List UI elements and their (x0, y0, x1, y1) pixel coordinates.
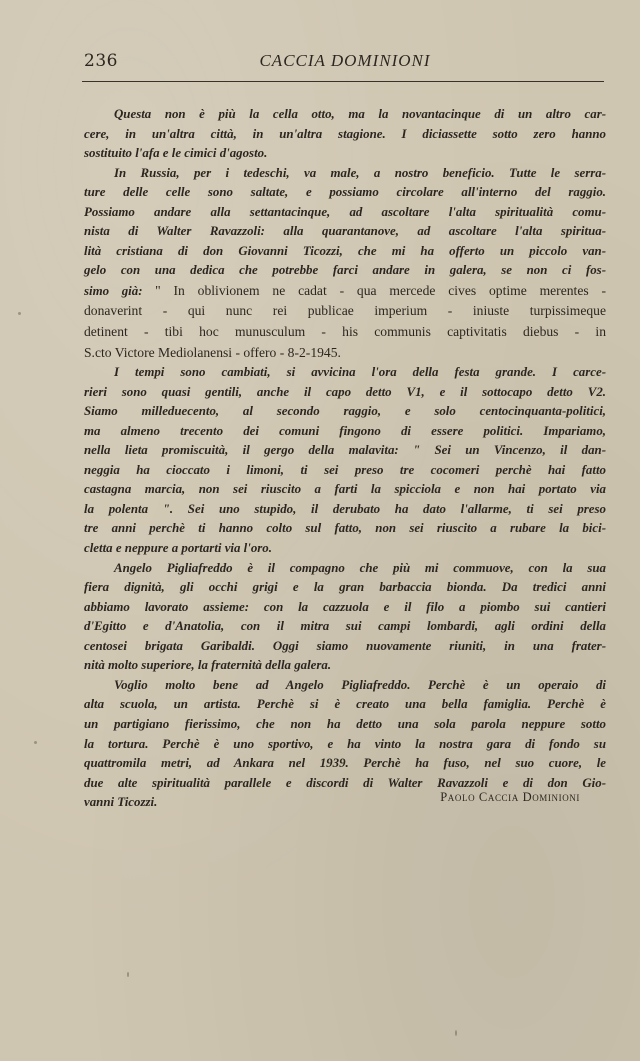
text-line (84, 203, 606, 223)
text-line-content: fiera dignità, gli occhi grigi e la gran barbaccia bionda. Da tredici anni (84, 580, 606, 595)
text-line-content: la tortura. Perchè è uno sportivo, e ha vinto la nostra gara di fondo su (84, 736, 606, 751)
text-line-content: ma almeno trecento dei comuni fingono di essere politici. Impariamo, (84, 423, 606, 438)
text-line (84, 383, 606, 403)
text-line (84, 617, 606, 637)
text-line-content: I tempi sono cambiati, si avvicina l'ora della festa grande. I carce- (114, 365, 606, 380)
text-line (84, 480, 606, 500)
text-line (84, 422, 606, 442)
text-line (84, 676, 606, 696)
text-line-content: nella lieta promiscuità, il gergo della malavita: " Sei un Vincenzo, il dan- (84, 443, 606, 458)
paper-speck (34, 741, 37, 744)
text-line-content: alta scuola, un artista. Perchè si è creato una bella famiglia. Perchè è (84, 697, 606, 712)
text-line-content: Possiamo andare alla settantacinque, ad ascoltare l'alta spiritualità comu- (84, 204, 606, 219)
text-line-content: S.cto Victore Mediolanensi - offero - 8-2-1945. (84, 344, 341, 360)
text-line-content: Questa non è più la cella otto, ma la novantacinque di un altro car- (114, 107, 606, 121)
text-line-content: castagna marcia, non sei riuscito a farti la spicciola e non hai portato via (84, 482, 606, 497)
text-line-content: In Russia, per i tedeschi, va male, a nostro beneficio. Tutte le serra- (114, 165, 606, 180)
text-line (84, 281, 606, 302)
text-line-content: tre anni perchè ti hanno colto sul fatto, non sei riuscito a rubare la bici- (84, 521, 606, 536)
text-line (84, 598, 606, 618)
text-line (84, 183, 606, 203)
text-line-content: Voglio molto bene ad Angelo Pigliafreddo. Perchè è un operaio di (114, 677, 606, 692)
text-line (84, 637, 606, 657)
text-line (84, 164, 606, 184)
paper-speck (18, 312, 21, 315)
text-line (84, 519, 606, 539)
text-line-content: un partigiano fierissimo, che non ha detto una sola parola neppure sotto (84, 716, 606, 731)
text-line (84, 754, 606, 774)
text-line-content: gelo con una dedica che potrebbe farci andare in galera, se non ci fos- (84, 263, 606, 278)
text-line (84, 105, 606, 125)
text-line-content: vanni Ticozzi. (84, 795, 158, 810)
text-line (84, 715, 606, 735)
text-line (84, 695, 606, 715)
text-line-content: ture delle celle sono saltate, e possiamo circolare all'interno del raggio. (84, 185, 606, 200)
paper-speck (127, 972, 129, 977)
text-line-content: abbiamo lavorato assieme: con la cazzuola e il filo a piombo sui cantieri (84, 599, 606, 614)
text-line (84, 343, 606, 364)
text-line (84, 656, 606, 676)
text-line-content: lità cristiana di don Giovanni Ticozzi, che mi ha offerto un piccolo van- (84, 243, 606, 258)
text-line-content: quattromila metri, ad Ankara nel 1939. Perchè ha fuso, nel suo cuore, le (84, 756, 606, 771)
text-line-content: centosei brigata Garibaldi. Oggi siamo nuovamente riuniti, in una frater- (84, 638, 606, 653)
text-line (84, 559, 606, 579)
text-line-content: d'Egitto e d'Anatolia, con il mitra sui campi lombardi, agli ordini della (84, 619, 606, 634)
text-line (84, 539, 606, 559)
text-line-italic-part: simo già: (84, 283, 156, 298)
page-number: 236 (84, 51, 118, 71)
text-line-content: rieri sono quasi gentili, anche il capo detto V1, e il sottocapo detto V2. (84, 384, 606, 399)
text-line (84, 578, 606, 598)
text-line (84, 461, 606, 481)
text-line (84, 735, 606, 755)
text-line-content: cere, in un'altra città, in un'altra stagione. I diciassette sotto zero hanno (84, 126, 606, 141)
text-line-content: Angelo Pigliafreddo è il compagno che più mi commuove, con la sua (114, 560, 606, 575)
author-signature: Paolo Caccia Dominioni (440, 790, 580, 804)
text-line (84, 301, 606, 322)
text-line (84, 402, 606, 422)
text-line-content: detinent - tibi hoc munusculum - his communis captivitatis diebus - in (84, 324, 606, 340)
text-line-content: Siamo milleduecento, al secondo raggio, e solo centocinquanta-politici, (84, 404, 606, 419)
text-line (84, 500, 606, 520)
text-line (84, 222, 606, 242)
text-line (84, 363, 606, 383)
text-line-content: nista di Walter Ravazzoli: alla quarantanove, ad ascoltare l'alta spiritua- (84, 224, 606, 239)
header-rule (82, 81, 604, 82)
text-line (84, 144, 606, 164)
text-line (84, 441, 606, 461)
article-text (84, 105, 606, 813)
text-line (84, 261, 606, 281)
text-line-content: neggia ha cioccato i limoni, ti sei preso tre cocomeri perchè hai fatto (84, 462, 606, 477)
text-line-content: nità molto superiore, la fraternità della galera. (84, 658, 332, 673)
text-line-content: donaverint - qui nunc rei publicae imperium - iniuste turpissimeque (84, 303, 606, 319)
running-head: CACCIA DOMINIONI (259, 51, 431, 70)
text-line-content: sostituito l'afa e le cimici d'agosto. (84, 146, 268, 161)
text-line-content: due alte spiritualità parallele e discordi di Walter Ravazzoli e di don Gio- (84, 775, 606, 790)
text-line-content: cletta e neppure a portarti via l'oro. (84, 541, 272, 556)
text-line-content: la polenta ". Sei uno stupido, il derubato ha dato l'allarme, ti sei preso (84, 501, 606, 516)
text-line (84, 242, 606, 262)
paper-speck (455, 1030, 457, 1036)
text-line (84, 125, 606, 145)
text-line-roman-part: " In oblivionem ne cadat - qua mercede cives optime merentes - (155, 282, 606, 298)
text-line (84, 322, 606, 343)
